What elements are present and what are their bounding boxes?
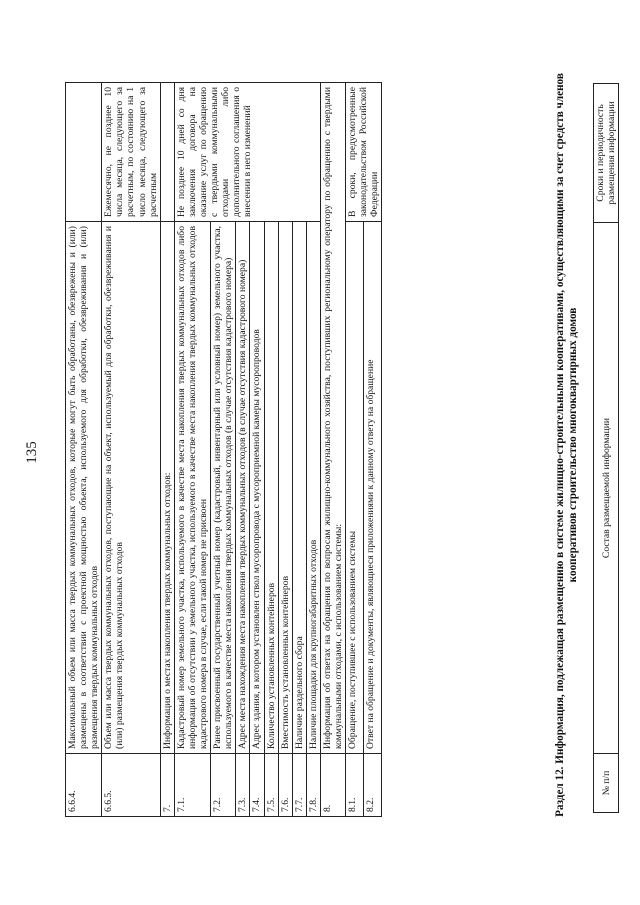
row-description: Объем или масса твердых коммунальных отходов, поступающие на объект, используемый для обработки, обезвреживания и (или) размещения твердых коммунальных отходов [102,222,160,754]
info-table [65,82,382,817]
row-number: 7.5. [264,754,278,817]
header-content: Состав размещаемой информации [594,223,619,754]
row-number: 7.7. [292,754,306,817]
row-description: Ответ на обращение и документы, являющиеся приложениями к данному ответу на обращение [364,222,382,754]
row-description: Информация об ответах на обращения по вопросам жилищно-коммунального хозяйства, поступивших региональному оператору по обращению с твердыми коммунальными отходами, с использованием системы: [320,83,345,754]
row-number: 7.2. [211,754,236,817]
row-description: Максимальный объем или масса твердых коммунальных отходов, которые могут быть обработаны, обезврежены и (или) размещены в соответствии с проектной мощностью объекта, используемого для обработки, обезвреживания и (или) размещения твердых коммунальных отходов [66,222,102,754]
row-description: Наличие раздельного сбора [292,222,306,754]
table-row [174,83,210,817]
row-term: В сроки, предусмотренные законодательством Российской Федерации [346,83,382,222]
table-row [102,83,160,817]
row-number: 7. [160,754,174,817]
row-description: Адрес здания, в котором установлен ствол мусоропровода с мусороприемной камеры мусоропроводов [250,222,264,754]
section-12-title: Раздел 12. Информация, подлежащая размещению в системе жилищно-строительными кооперативами, осуществляющими за счет средств членов кооперативов строительство многоквартирных домов [554,73,579,817]
table-header-row [594,84,619,813]
row-number: 7.6. [278,754,292,817]
page-number: 135 [24,441,40,464]
row-number: 8.2. [364,754,382,817]
row-description: Адрес места нахождения места накопления твердых коммунальных отходов (в случае отсутствия кадастрового номера) [236,222,250,754]
row-term: Не позднее 10 дней со дня заключения договора на оказание услуг по обращению с твердыми коммунальными отходами либо дополнительного соглашения о внесении в него изменений [174,83,320,222]
row-number: 8. [320,754,345,817]
row-description: Информация о местах накопления твердых коммунальных отходов: [160,222,174,754]
row-number: 7.3. [236,754,250,817]
row-description: Количество установленных контейнеров [264,222,278,754]
row-number: 6.6.5. [102,754,160,817]
row-number: 7.8. [306,754,320,817]
row-term: Ежемесячно, не позднее 10 числа месяца, следующего за расчетным, по состоянию на 1 число месяца, следующего за расчетным [102,83,160,222]
table-row [320,83,345,817]
row-description: Кадастровый номер земельного участка, используемого в качестве места накопления твердых коммунальных отходов либо информация об отсутствии у земельного участка, используемого в качестве места накопления твердых коммунальных отходов кадастрового номера в случае, если такой номер не присвоен [174,222,210,754]
table-row [160,83,174,817]
table-row [346,83,364,817]
row-term [160,83,174,222]
row-description: Наличие площадки для крупногабаритных отходов [306,222,320,754]
row-description: Ранее присвоенный государственный учетный номер (кадастровый, инвентарный или условный номер) земельного участка, используемого в качестве места накопления твердых коммунальных отходов (в случае отсутствия кадастрового номера) [211,222,236,754]
header-term: Сроки и периодичность размещения информации [594,84,619,223]
section-12-header-table [593,83,619,813]
header-number: № п/п [594,754,619,813]
table-row [66,83,102,817]
row-term [66,83,102,222]
row-number: 7.4. [250,754,264,817]
row-description: Вместимость установленных контейнеров [278,222,292,754]
row-description: Обращение, поступившее с использованием системы [346,222,364,754]
row-number: 6.6.4. [66,754,102,817]
row-number: 8.1. [346,754,364,817]
row-number: 7.1. [174,754,210,817]
